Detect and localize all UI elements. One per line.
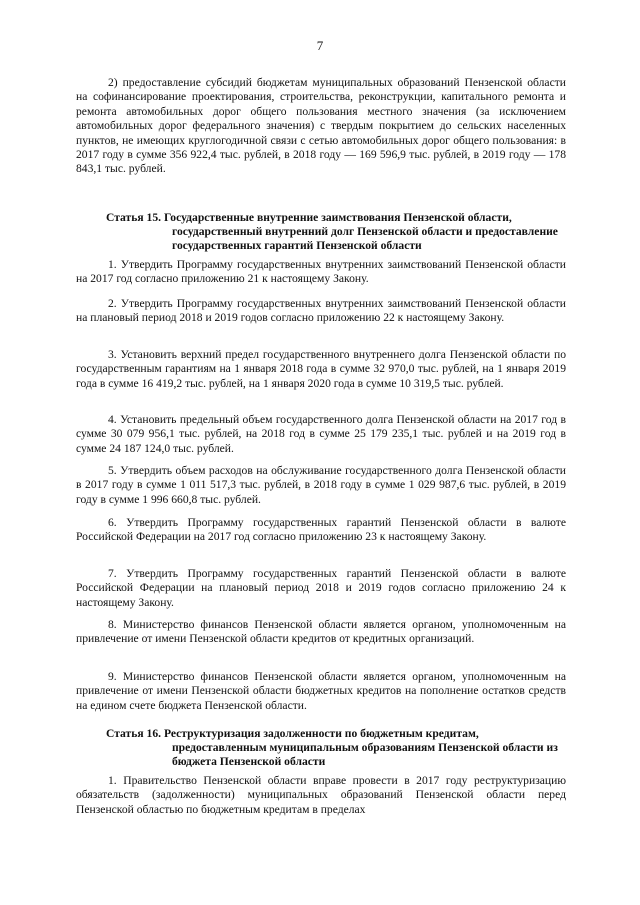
paragraph-text: 5. Утвердить объем расходов на обслуживание государственного долга Пензенской области в 2017 году в сумме 1 011 517,3 тыс. рублей, в 2018 году в сумме 1 029 987,6 тыс. рублей, в 2019 году в сумме 1 996 660,8 тыс. рублей. bbox=[76, 464, 566, 506]
paragraph-text: 1. Правительство Пензенской области вправе провести в 2017 году реструктуризацию обязательств (задолженности) муниципальных образований Пензенской области перед Пензенской областью по бюджетным кредитам в пределах bbox=[76, 774, 566, 816]
paragraph-text: 3. Установить верхний предел государственного внутреннего долга Пензенской области по государственным гарантиям на 1 января 2018 года в сумме 32 970,0 тыс. рублей, на 1 января 2019 года в сумме 16 419,2 тыс. рублей, на 1 января 2020 года в сумме 10 319,5 тыс. рублей. bbox=[76, 348, 566, 390]
page-number: 7 bbox=[316, 38, 324, 53]
paragraph-text: 2) предоставление субсидий бюджетам муниципальных образований Пензенской области на софинансирование проектирования, строительства, реконструкции, капитального ремонта и ремонта автомобильных дорог общего пользования местного значения (за исключением автомобильных дорог федерального значения) с твердым покрытием до сельских населенных пунктов, не имеющих круглогодичной связи с сетью автомобильных дорог общего пользования: в 2017 году в сумме 356 922,4 тыс. рублей, в 2018 году — 169 596,9 тыс. рублей, в 2019 году — 178 843,1 тыс. рублей. bbox=[76, 76, 566, 176]
paragraph-text: 1. Утвердить Программу государственных внутренних заимствований Пензенской области на 2017 год согласно приложению 21 к настоящему Закону. bbox=[76, 258, 566, 286]
article-15-heading: Статья 15. Государственные внутренние заимствования Пензенской области, государственный внутренний долг Пензенской области и предоставление государственных гарантий Пензенской области bbox=[106, 211, 558, 252]
article-16-heading-block bbox=[76, 727, 566, 768]
article-15-item-3 bbox=[76, 348, 566, 391]
article-16-item-1 bbox=[76, 774, 566, 817]
article-15-item-5 bbox=[76, 464, 566, 507]
article-15-item-4 bbox=[76, 413, 566, 456]
article-15-item-1 bbox=[76, 258, 566, 287]
paragraph-text: 8. Министерство финансов Пензенской области является органом, уполномоченным на привлечение от имени Пензенской области кредитов от кредитных организаций. bbox=[76, 618, 566, 646]
paragraph-text: 9. Министерство финансов Пензенской области является органом, уполномоченным на привлечение от имени Пензенской области бюджетных кредитов на пополнение остатков средств на едином счете бюджета Пензенской области. bbox=[76, 670, 566, 712]
article-16-heading: Статья 16. Реструктуризация задолженности по бюджетным кредитам, предоставленным муниципальным образованиям Пензенской области из бюджета Пензенской области bbox=[106, 727, 558, 768]
paragraph-item-2 bbox=[76, 76, 566, 177]
article-15-item-2 bbox=[76, 297, 566, 326]
article-15-item-8 bbox=[76, 618, 566, 647]
paragraph-text: 6. Утвердить Программу государственных гарантий Пензенской области в валюте Российской Федерации на 2017 год согласно приложению 23 к настоящему Закону. bbox=[76, 516, 566, 544]
paragraph-text: 4. Установить предельный объем государственного долга Пензенской области на 2017 год в сумме 30 079 956,1 тыс. рублей, на 2018 год в сумме 25 179 235,1 тыс. рублей и на 2019 год в сумме 24 187 124,0 тыс. рублей. bbox=[76, 413, 566, 455]
article-15-item-7 bbox=[76, 567, 566, 610]
article-15-heading-block bbox=[76, 211, 566, 252]
paragraph-text: 7. Утвердить Программу государственных гарантий Пензенской области в валюте Российской Федерации на плановый период 2018 и 2019 годов согласно приложению 24 к настоящему Закону. bbox=[76, 567, 566, 609]
paragraph-text: 2. Утвердить Программу государственных внутренних заимствований Пензенской области на плановый период 2018 и 2019 годов согласно приложению 22 к настоящему Закону. bbox=[76, 297, 566, 325]
article-15-item-9 bbox=[76, 670, 566, 713]
article-15-item-6 bbox=[76, 516, 566, 545]
